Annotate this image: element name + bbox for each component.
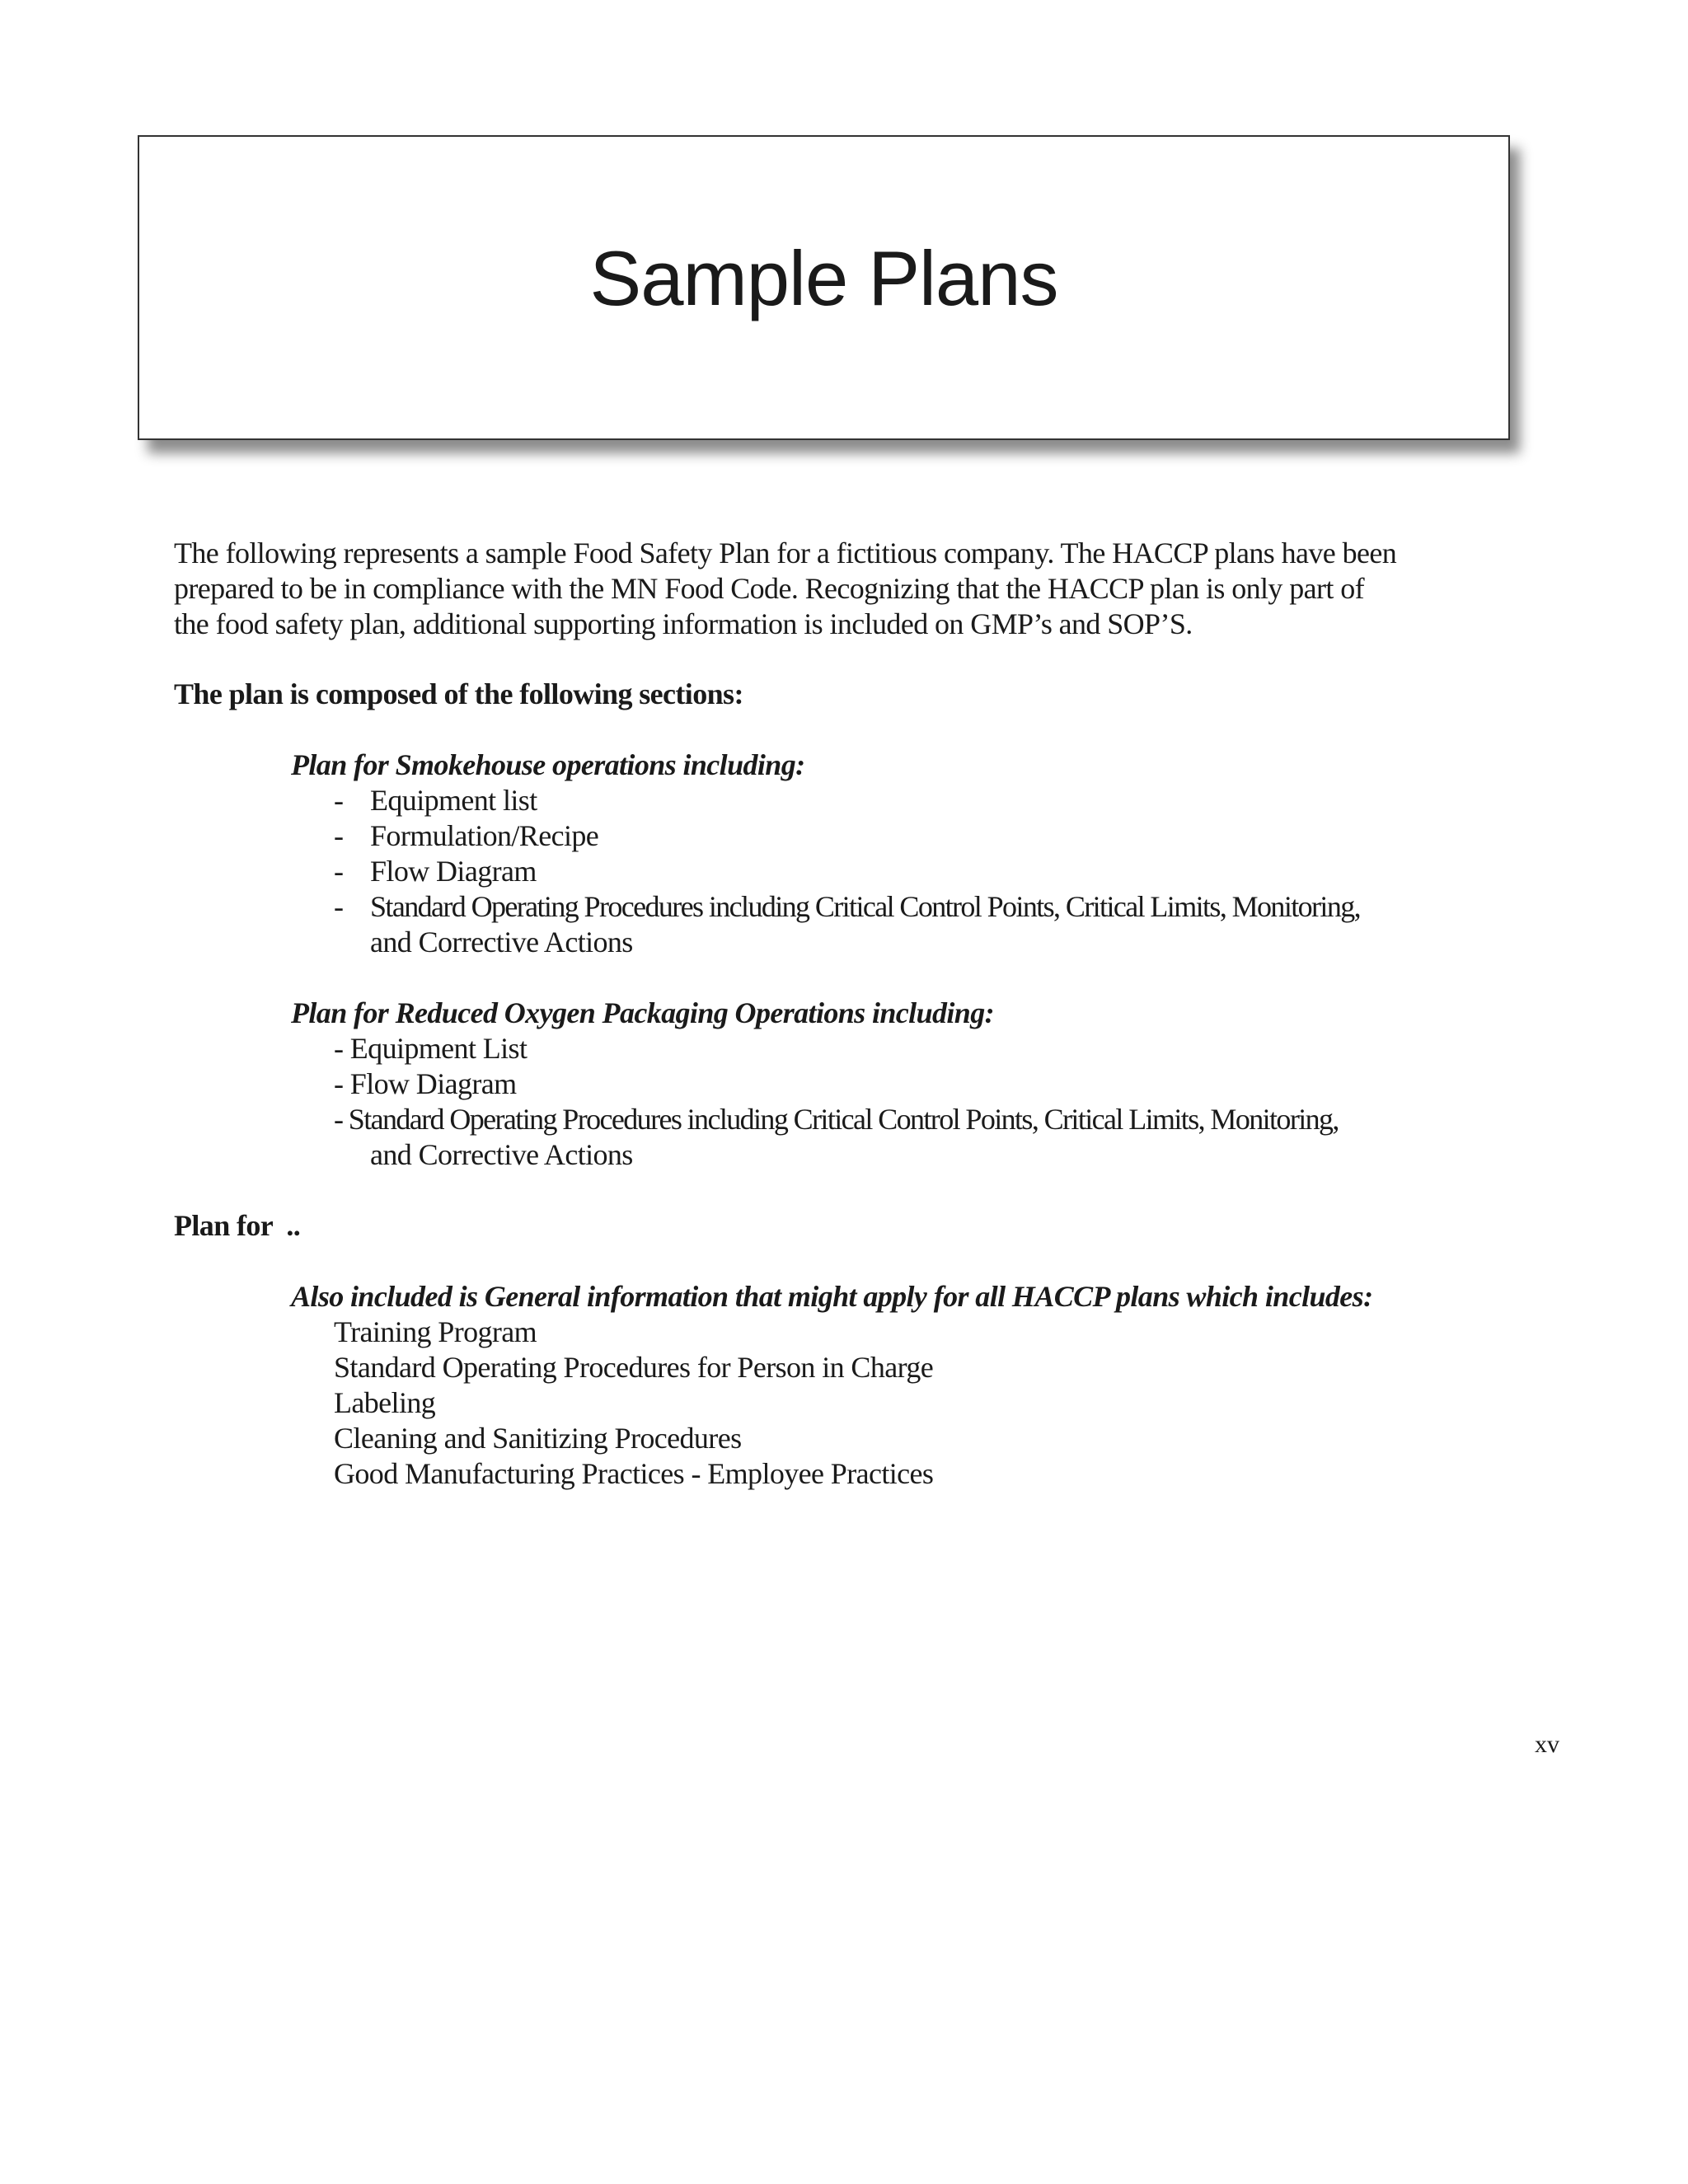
- intro-line: the food safety plan, additional supporting information is included on GMP’s and SOP’S.: [174, 607, 1193, 640]
- rop-heading: Plan for Reduced Oxygen Packaging Operations including:: [291, 996, 995, 1029]
- general-heading: Also included is General information that might apply for all HACCP plans which includes:: [291, 1280, 1373, 1313]
- list-item-continuation: and Corrective Actions: [370, 1138, 633, 1171]
- title-box: [138, 135, 1510, 440]
- list-item: - Standard Operating Procedures including Critical Control Points, Critical Limits, Monitoring,: [334, 1103, 1339, 1136]
- intro-line: prepared to be in compliance with the MN Food Code. Recognizing that the HACCP plan is only part of: [174, 572, 1364, 605]
- intro-line: The following represents a sample Food Safety Plan for a fictitious company. The HACCP plans have been: [174, 537, 1397, 569]
- page-number: xv: [1535, 1731, 1559, 1758]
- page-title: Sample Plans: [589, 235, 1058, 321]
- list-item: Flow Diagram: [370, 855, 537, 888]
- dash: -: [334, 819, 344, 852]
- list-item: Formulation/Recipe: [370, 819, 599, 852]
- dash: -: [334, 855, 344, 888]
- dash: -: [334, 784, 344, 817]
- dash: -: [334, 890, 344, 923]
- list-item: - Flow Diagram: [334, 1067, 517, 1100]
- list-item: - Equipment List: [334, 1032, 528, 1065]
- plan-for-heading: Plan for ..: [174, 1209, 301, 1242]
- list-item: Training Program: [334, 1315, 537, 1348]
- smokehouse-heading: Plan for Smokehouse operations including:: [291, 748, 805, 781]
- list-item: Labeling: [334, 1386, 436, 1419]
- list-item: Cleaning and Sanitizing Procedures: [334, 1422, 742, 1455]
- list-item: Standard Operating Procedures for Person in Charge: [334, 1351, 934, 1384]
- sections-heading: The plan is composed of the following sections:: [174, 677, 743, 710]
- list-item: Equipment list: [370, 784, 537, 817]
- list-item-continuation: and Corrective Actions: [370, 926, 633, 958]
- list-item: Good Manufacturing Practices - Employee Practices: [334, 1457, 934, 1490]
- list-item: Standard Operating Procedures including Critical Control Points, Critical Limits, Monitoring,: [370, 890, 1361, 923]
